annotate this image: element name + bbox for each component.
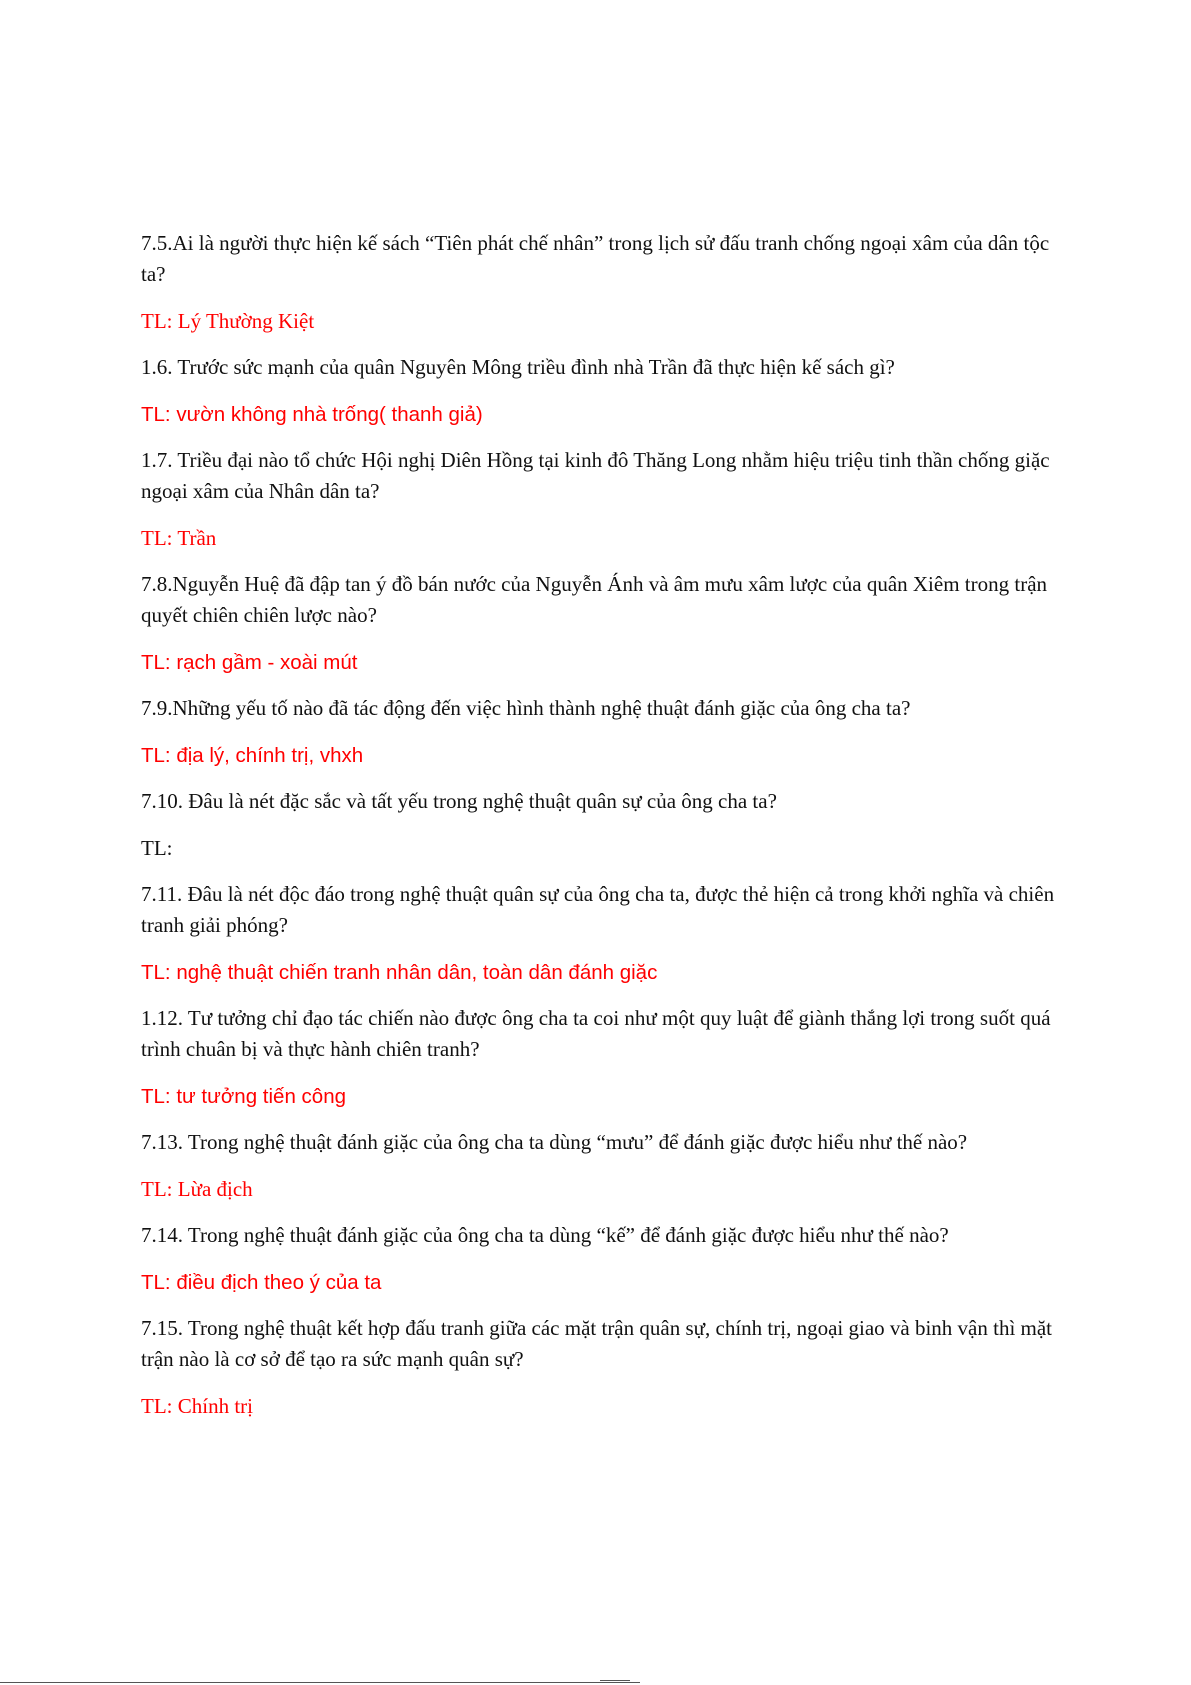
question-text: 7.11. Đâu là nét độc đáo trong nghệ thuật quân sự của ông cha ta, được thẻ hiện cả trong khởi nghĩa và chiên tranh giải phóng? [141,882,1055,937]
footer-divider-mark [600,1680,630,1681]
question-text: 7.15. Trong nghệ thuật kết hợp đấu tranh giữa các mặt trận quân sự, chính trị, ngoại giao và binh vận thì mặt trận nào là cơ sở để tạo ra sức mạnh quân sự? [141,1316,1053,1371]
answer-text: TL: [141,836,173,860]
question-text: 7.13. Trong nghệ thuật đánh giặc của ông cha ta dùng “mưu” để đánh giặc được hiểu như thế nào? [141,1130,968,1154]
answer-text: TL: vườn không nhà trống( thanh giả) [141,403,483,426]
question-text: 1.6. Trước sức mạnh của quân Nguyên Mông triều đình nhà Trần đã thực hiện kế sách gì? [141,355,895,379]
qa-item [141,1313,1061,1437]
qa-item [141,228,1061,352]
answer-text: TL: Chính trị [141,1394,253,1418]
question-text: 7.8.Nguyễn Huệ đã đập tan ý đồ bán nước của Nguyễn Ánh và âm mưu xâm lược của quân Xiêm trong trận quyết chiên chiên lược nào? [141,572,1048,627]
qa-item [141,569,1061,693]
footer-divider [0,1682,640,1683]
question-text: 7.14. Trong nghệ thuật đánh giặc của ông cha ta dùng “kế” để đánh giặc được hiểu như thế nào? [141,1223,949,1247]
answer-text: TL: địa lý, chính trị, vhxh [141,744,364,767]
answer-text: TL: Lý Thường Kiệt [141,309,315,333]
question-text: 7.9.Những yếu tố nào đã tác động đến việc hình thành nghệ thuật đánh giặc của ông cha ta? [141,696,911,720]
qa-item [141,1127,1061,1220]
qa-item [141,1003,1061,1127]
question-text: 7.5.Ai là người thực hiện kế sách “Tiên phát chế nhân” trong lịch sử đấu tranh chống ngoại xâm của dân tộc ta? [141,231,1050,286]
qa-item [141,693,1061,786]
qa-item [141,1220,1061,1313]
answer-text: TL: điều địch theo ý của ta [141,1271,382,1294]
question-text: 7.10. Đâu là nét đặc sắc và tất yếu trong nghệ thuật quân sự của ông cha ta? [141,789,777,813]
qa-item [141,445,1061,569]
answer-text: TL: Lừa địch [141,1177,253,1201]
answer-text: TL: Trần [141,526,217,550]
qa-item [141,786,1061,879]
qa-item [141,352,1061,445]
answer-text: TL: nghệ thuật chiến tranh nhân dân, toàn dân đánh giặc [141,961,658,984]
qa-list [141,228,1061,1437]
qa-item [141,879,1061,1003]
answer-text: TL: tư tưởng tiến công [141,1085,346,1108]
answer-text: TL: rạch gầm - xoài mút [141,651,358,674]
question-text: 1.7. Triều đại nào tổ chức Hội nghị Diên Hồng tại kinh đô Thăng Long nhằm hiệu triệu tinh thần chống giặc ngoại xâm của Nhân dân ta? [141,448,1050,503]
question-text: 1.12. Tư tưởng chỉ đạo tác chiến nào được ông cha ta coi như một quy luật để giành thắng lợi trong suốt quá trình chuân bị và thực hành chiên tranh? [141,1006,1051,1061]
